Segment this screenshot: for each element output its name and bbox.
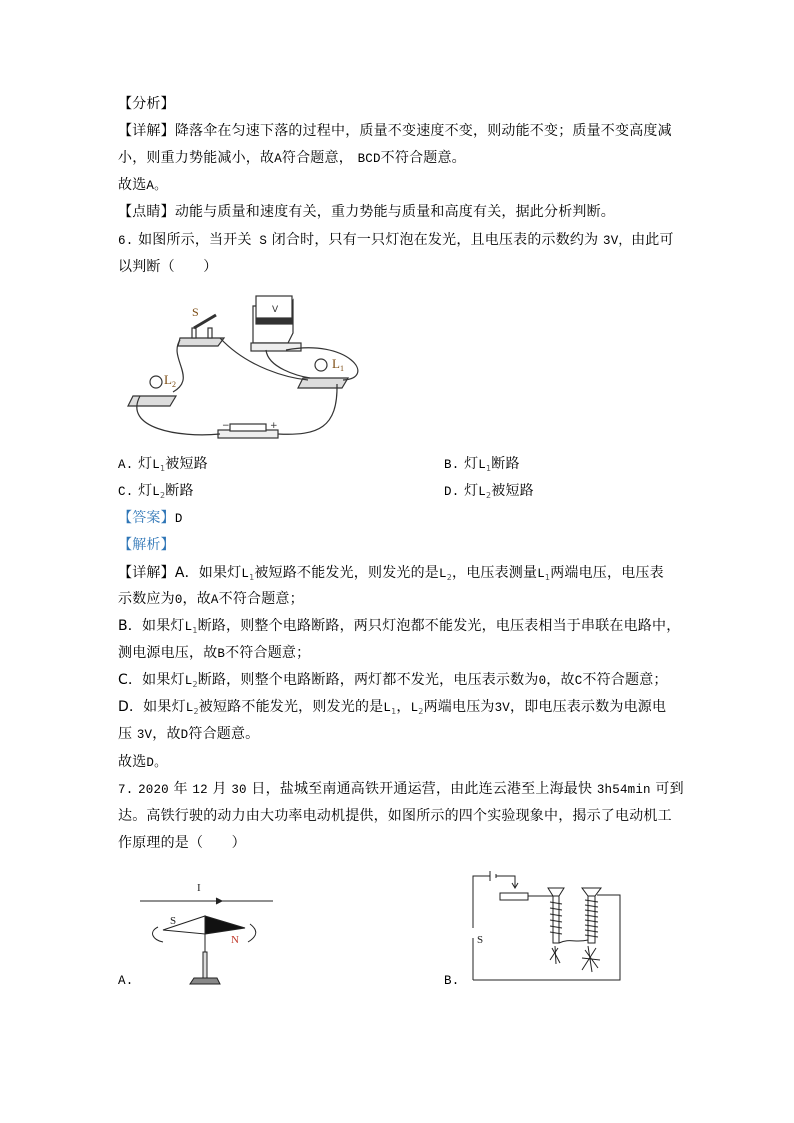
- text: 0: [538, 674, 547, 688]
- option-letter: A.: [118, 458, 134, 472]
- text: ，故: [546, 672, 575, 688]
- text: 测电源电压，故: [118, 645, 218, 661]
- text: 被短路不能发光，则发光的是: [198, 699, 384, 715]
- subscript: 1: [485, 464, 492, 473]
- text: 灯: [138, 456, 153, 472]
- text: 断路: [165, 483, 194, 499]
- text: 两端电压为: [423, 699, 495, 715]
- north-pole-label: N: [231, 934, 239, 946]
- detail-label: 【详解】: [118, 565, 175, 581]
- text: 2020: [138, 783, 169, 797]
- q6-detail-b-2: [118, 644, 310, 663]
- q6-stem-line-1: [118, 231, 674, 250]
- text: ，即电压表示数为电源电: [510, 699, 667, 715]
- text: C: [574, 674, 583, 688]
- text: 可到: [655, 781, 684, 797]
- q6-option-d[interactable]: [444, 482, 534, 505]
- text: 30: [231, 783, 247, 797]
- text: 不符合题意；: [218, 591, 304, 607]
- detail-text: 降落伞在匀速下落的过程中，质量不变速度不变，则动能不变；质量不变高度减: [174, 123, 672, 139]
- text: 不符合题意；: [582, 672, 668, 688]
- text: L: [152, 458, 160, 472]
- detail-label: 【详解】: [118, 123, 175, 139]
- text: 月: [212, 781, 227, 797]
- subscript: 1: [544, 573, 551, 582]
- question-number: 6.: [118, 234, 134, 248]
- text: L: [241, 567, 250, 581]
- text: A: [274, 152, 282, 166]
- text: ，电压表测量: [452, 565, 538, 581]
- text: 被短路: [491, 483, 534, 499]
- battery-minus: −: [222, 421, 230, 431]
- circuit-figure: [118, 288, 393, 443]
- q6-detail-d-1: [118, 698, 666, 721]
- current-label: I: [197, 882, 201, 894]
- q5-detail-line-1: [118, 122, 672, 140]
- q6-detail-d-2: [118, 725, 259, 744]
- switch-label: S: [192, 305, 199, 319]
- text: 被短路: [165, 456, 208, 472]
- text: L: [537, 567, 545, 581]
- text: 由此可: [631, 232, 674, 248]
- text: 符合题意，: [281, 150, 353, 166]
- text: 被短路不能发光，则发光的是: [254, 565, 439, 581]
- q6-option-a[interactable]: [118, 455, 208, 478]
- text: L: [383, 701, 392, 715]
- text: 年: [173, 781, 188, 797]
- text: D．如果灯: [118, 699, 186, 715]
- subscript: 1: [249, 573, 255, 582]
- text: L: [478, 485, 486, 499]
- lamp2-label: $L_2$: [164, 372, 176, 389]
- lamp1-label: $L_1$: [332, 356, 344, 373]
- subscript: 2: [193, 707, 199, 716]
- text: L: [184, 674, 193, 688]
- analysis-heading: 【分析】: [118, 96, 175, 112]
- subscript: 2: [418, 707, 424, 716]
- text: S: [259, 234, 268, 248]
- comment-label: 【点睛】: [118, 204, 175, 220]
- text: 不符合题意；: [225, 645, 311, 661]
- text: 灯: [138, 483, 153, 499]
- text: 断路: [491, 456, 520, 472]
- text: L: [439, 567, 447, 581]
- q6-stem-line-2: 以判断（ ）: [118, 259, 218, 275]
- q6-detail-b-1: [118, 617, 680, 640]
- comment-text: 动能与质量和速度有关，重力势能与质量和高度有关，据此分析判断。: [174, 204, 616, 220]
- south-pole-label: S: [170, 915, 177, 927]
- text: D。: [146, 756, 167, 770]
- text: 3V: [136, 728, 153, 742]
- q5-choose: [118, 176, 167, 195]
- q7-option-a[interactable]: A.: [118, 974, 134, 988]
- text: 断路，则整个电路断路，两只灯泡都不能发光，电压表相当于串联在电路中，: [197, 618, 681, 634]
- text: A: [210, 593, 219, 607]
- text: 故选: [118, 754, 147, 770]
- text: 小，则重力势能减小，故: [118, 150, 275, 166]
- text: ，故: [182, 591, 211, 607]
- text: 示数应为: [118, 591, 175, 607]
- text: ，: [396, 699, 411, 715]
- text: 不符合题意。: [380, 150, 466, 166]
- text: A。: [146, 179, 167, 193]
- option-letter: D.: [444, 485, 460, 499]
- q7-option-b[interactable]: B.: [444, 974, 460, 988]
- q7-stem-line-1: [118, 780, 684, 799]
- q6-choose: [118, 753, 167, 772]
- text: 闭合时，只有一只灯泡在发光，且电压表的示数约为: [271, 232, 599, 248]
- text: C．如果灯: [118, 672, 185, 688]
- option-letter: C.: [118, 485, 134, 499]
- q7-stem-line-2: 达。高铁行驶的动力由大功率电动机提供，如图所示的四个实验现象中，揭示了电动机工: [118, 808, 672, 824]
- text: L: [185, 701, 194, 715]
- electromagnet-figure: [470, 868, 640, 983]
- text: L: [478, 458, 486, 472]
- text: 如图所示，当开关: [138, 232, 252, 248]
- text: 3V，: [603, 234, 632, 248]
- text: B．如果灯: [118, 618, 185, 634]
- subscript: 2: [159, 491, 166, 500]
- text: 12: [192, 783, 208, 797]
- q6-detail-a-2: [118, 590, 304, 609]
- text: 3V: [494, 701, 510, 715]
- subscript: 2: [485, 491, 492, 500]
- text: 3h54min: [596, 783, 651, 797]
- text: 断路，则整个电路断路，两灯都不发光，电压表示数为: [197, 672, 539, 688]
- text: B: [217, 647, 226, 661]
- text: 两端电压，电压表: [550, 565, 664, 581]
- battery-plus: +: [270, 421, 278, 431]
- q6-option-c[interactable]: [118, 482, 194, 505]
- text: L: [184, 620, 193, 634]
- q5-detail-line-2: [118, 149, 466, 168]
- subscript: 2: [192, 680, 198, 689]
- subscript: 1: [192, 626, 198, 635]
- q6-detail-c: [118, 671, 668, 694]
- option-letter: B.: [444, 458, 460, 472]
- q5-comment: [118, 203, 615, 221]
- text: 灯: [464, 456, 479, 472]
- text: L: [410, 701, 419, 715]
- switch-label: S: [477, 934, 484, 946]
- text: 符合题意。: [188, 726, 260, 742]
- q7-stem-line-3: 作原理的是（ ）: [118, 835, 246, 851]
- text: BCD: [357, 152, 381, 166]
- q6-detail-a-1: [118, 564, 664, 587]
- text: L: [152, 485, 160, 499]
- meter-label: V: [272, 305, 279, 315]
- q6-option-b[interactable]: [444, 455, 520, 478]
- text: ，故: [152, 726, 181, 742]
- text: 灯: [464, 483, 479, 499]
- text: D: [180, 728, 189, 742]
- text: 压: [118, 726, 133, 742]
- text: 0: [174, 593, 183, 607]
- q6-explain-label: 【解析】: [118, 537, 175, 553]
- answer-value: D: [174, 512, 183, 526]
- question-number: 7.: [118, 783, 134, 797]
- subscript: 1: [159, 464, 166, 473]
- q6-answer: [118, 509, 183, 528]
- text: 故选: [118, 177, 147, 193]
- answer-label: 【答案】: [118, 510, 175, 526]
- text: A．如果灯: [174, 565, 242, 581]
- text: 日，盐城至南通高铁开通运营，由此连云港至上海最快: [251, 781, 593, 797]
- subscript: 1: [391, 707, 397, 716]
- subscript: 2: [446, 573, 452, 582]
- compass-needle-figure: [118, 872, 278, 987]
